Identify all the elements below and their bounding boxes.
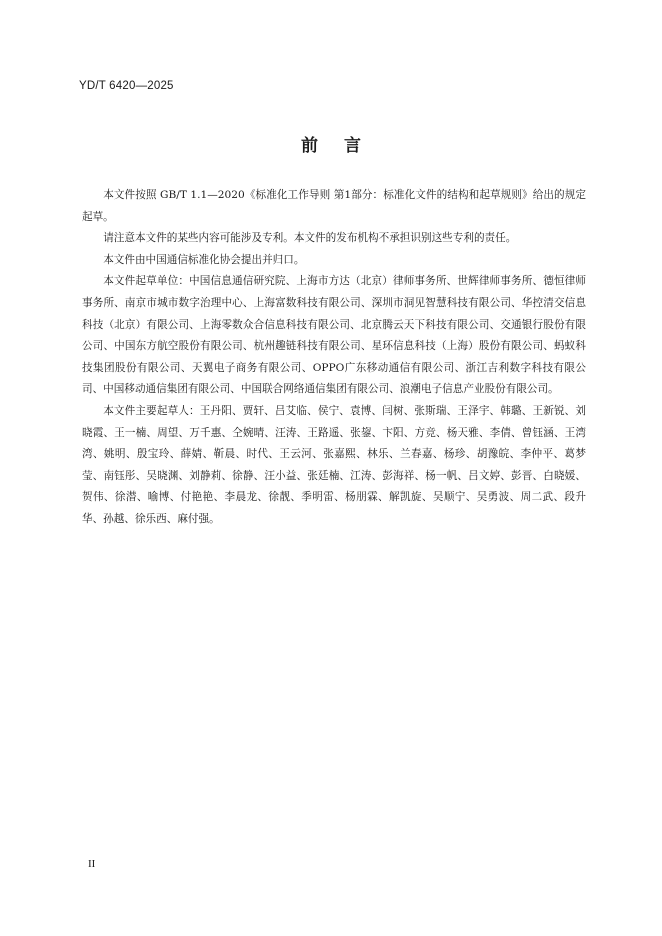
paragraph-drafting-units: 本文件起草单位：中国信息通信研究院、上海市方达（北京）律师事务所、世辉律师事务所、德恒律师事务所、南京市城市数字治理中心、上海富数科技有限公司、深圳市洞见智慧科技有限公司、华控清交信息科技（北京）有限公司、上海零数众合信息科技有限公司、北京腾云天下科技有限公司、交通银行股份有限公司、中国东方航空股份有限公司、杭州趣链科技有限公司、星环信息科技（上海）股份有限公司、蚂蚁科技集团股份有限公司、天翼电子商务有限公司、OPPO广东移动通信有限公司、浙江吉利数字科技有限公司、中国移动通信集团有限公司、中国联合网络通信集团有限公司、浪潮电子信息产业股份有限公司。 [82,275,586,396]
page-number: II [88,858,96,870]
paragraph-drafting-rules: 本文件按照 GB/T 1.1—2020《标准化工作导则 第1部分：标准化文件的结构和起草规则》给出的规定起草。 [82,189,586,223]
paragraph-proposer: 本文件由中国通信标准化协会提出并归口。 [103,253,305,266]
document-id: YD/T 6420—2025 [79,80,174,92]
page-title: 前言 [301,136,387,156]
paragraph-patent-notice: 请注意本文件的某些内容可能涉及专利。本文件的发布机构不承担识别这些专利的责任。 [103,232,517,245]
preface-body [82,185,586,531]
paragraph-main-drafters: 本文件主要起草人：王丹阳、贾轩、吕艾临、侯宁、袁博、闫树、张斯瑞、王泽宇、韩璐、王新锐、刘晓霞、王一楠、周望、万千惠、仝婉晴、汪涛、王路遥、张鋆、卞阳、方竞、杨天雅、李倩、曾钰涵、王湾湾、姚明、殷宝玲、薛婧、靳晨、时代、王云河、张嘉熙、林乐、兰春嘉、杨珍、胡豫皖、李仲平、葛梦莹、南钰彤、吴晓渊、刘静莉、徐静、汪小益、张廷楠、江涛、彭海祥、杨一帆、吕文婷、彭晋、白晓媛、贺伟、徐潜、喻博、付艳艳、李晨龙、徐靓、季明雷、杨朋霖、解凯旋、吴顺宁、吴勇波、周二武、段升华、孙越、徐乐西、麻付强。 [82,404,586,525]
